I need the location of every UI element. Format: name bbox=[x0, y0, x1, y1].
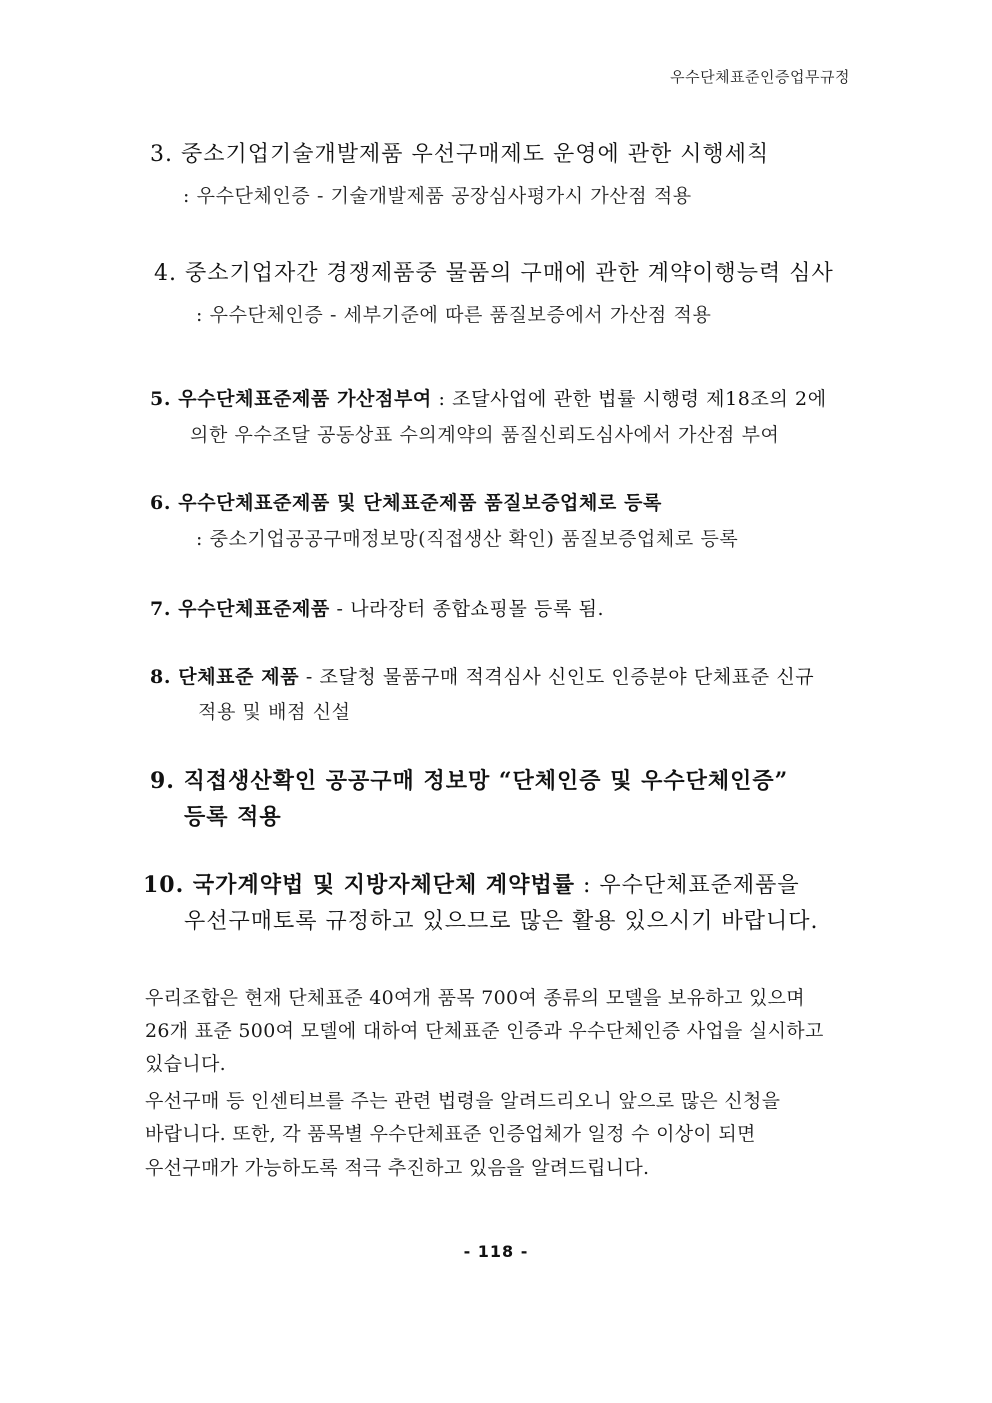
item-8-heading-rest: - 조달청 물품구매 적격심사 신인도 인증분야 단체표준 신규 bbox=[299, 666, 815, 688]
item-8-desc: 적용 및 배점 신설 bbox=[198, 701, 351, 723]
item-5-title bbox=[150, 384, 827, 411]
item-5-heading: 5. 우수단체표준제품 가산점부여 bbox=[150, 388, 432, 410]
item-3-title: 3. 중소기업기술개발제품 우선구매제도 운영에 관한 시행세칙 bbox=[150, 142, 770, 167]
item-10-desc: 우선구매토록 규정하고 있으므로 많은 활용 있으시기 바랍니다. bbox=[184, 909, 819, 934]
paragraph-line-3: 있습니다. bbox=[145, 1053, 226, 1075]
item-5-heading-rest: : 조달사업에 관한 법률 시행령 제18조의 2에 bbox=[431, 388, 827, 410]
item-8-title bbox=[150, 662, 814, 689]
item-7-heading: 7. 우수단체표준제품 bbox=[150, 598, 330, 620]
item-7-heading-rest: - 나라장터 종합쇼핑몰 등록 됨. bbox=[329, 598, 605, 620]
page-number: - 118 - bbox=[463, 1242, 529, 1261]
item-6-title: 6. 우수단체표준제품 및 단체표준제품 품질보증업체로 등록 bbox=[150, 492, 663, 514]
paragraph-line-6: 우선구매가 가능하도록 적극 추진하고 있음을 알려드립니다. bbox=[145, 1157, 650, 1179]
running-header: 우수단체표준인증업무규정 bbox=[670, 68, 850, 86]
paragraph-line-1: 우리조합은 현재 단체표준 40여개 품목 700여 종류의 모델을 보유하고 있으며 bbox=[145, 987, 805, 1009]
item-7-title bbox=[150, 594, 604, 621]
item-10-heading-rest: : 우수단체표준제품을 bbox=[574, 873, 800, 898]
paragraph-line-4: 우선구매 등 인센티브를 주는 관련 법령을 알려드리오니 앞으로 많은 신청을 bbox=[145, 1090, 781, 1112]
item-8-heading: 8. 단체표준 제품 bbox=[150, 666, 300, 688]
item-10-heading: 10. 국가계약법 및 지방자체단체 계약법률 bbox=[143, 872, 575, 898]
item-9-title: 9. 직접생산확인 공공구매 정보망 “단체인증 및 우수단체인증” bbox=[150, 768, 789, 794]
item-10-title bbox=[143, 868, 800, 899]
item-4-title: 4. 중소기업자간 경쟁제품중 물품의 구매에 관한 계약이행능력 심사 bbox=[154, 261, 834, 286]
item-6-desc: : 중소기업공공구매정보망(직접생산 확인) 품질보증업체로 등록 bbox=[196, 528, 739, 550]
item-5-desc: 의한 우수조달 공동상표 수의계약의 품질신뢰도심사에서 가산점 부여 bbox=[190, 424, 780, 446]
paragraph-line-2: 26개 표준 500여 모델에 대하여 단체표준 인증과 우수단체인증 사업을 실시하고 bbox=[145, 1020, 824, 1042]
item-3-desc: : 우수단체인증 - 기술개발제품 공장심사평가시 가산점 적용 bbox=[183, 185, 692, 207]
paragraph-line-5: 바랍니다. 또한, 각 품목별 우수단체표준 인증업체가 일정 수 이상이 되면 bbox=[145, 1123, 756, 1145]
item-4-desc: : 우수단체인증 - 세부기준에 따른 품질보증에서 가산점 적용 bbox=[196, 304, 712, 326]
item-9-desc: 등록 적용 bbox=[184, 804, 282, 830]
